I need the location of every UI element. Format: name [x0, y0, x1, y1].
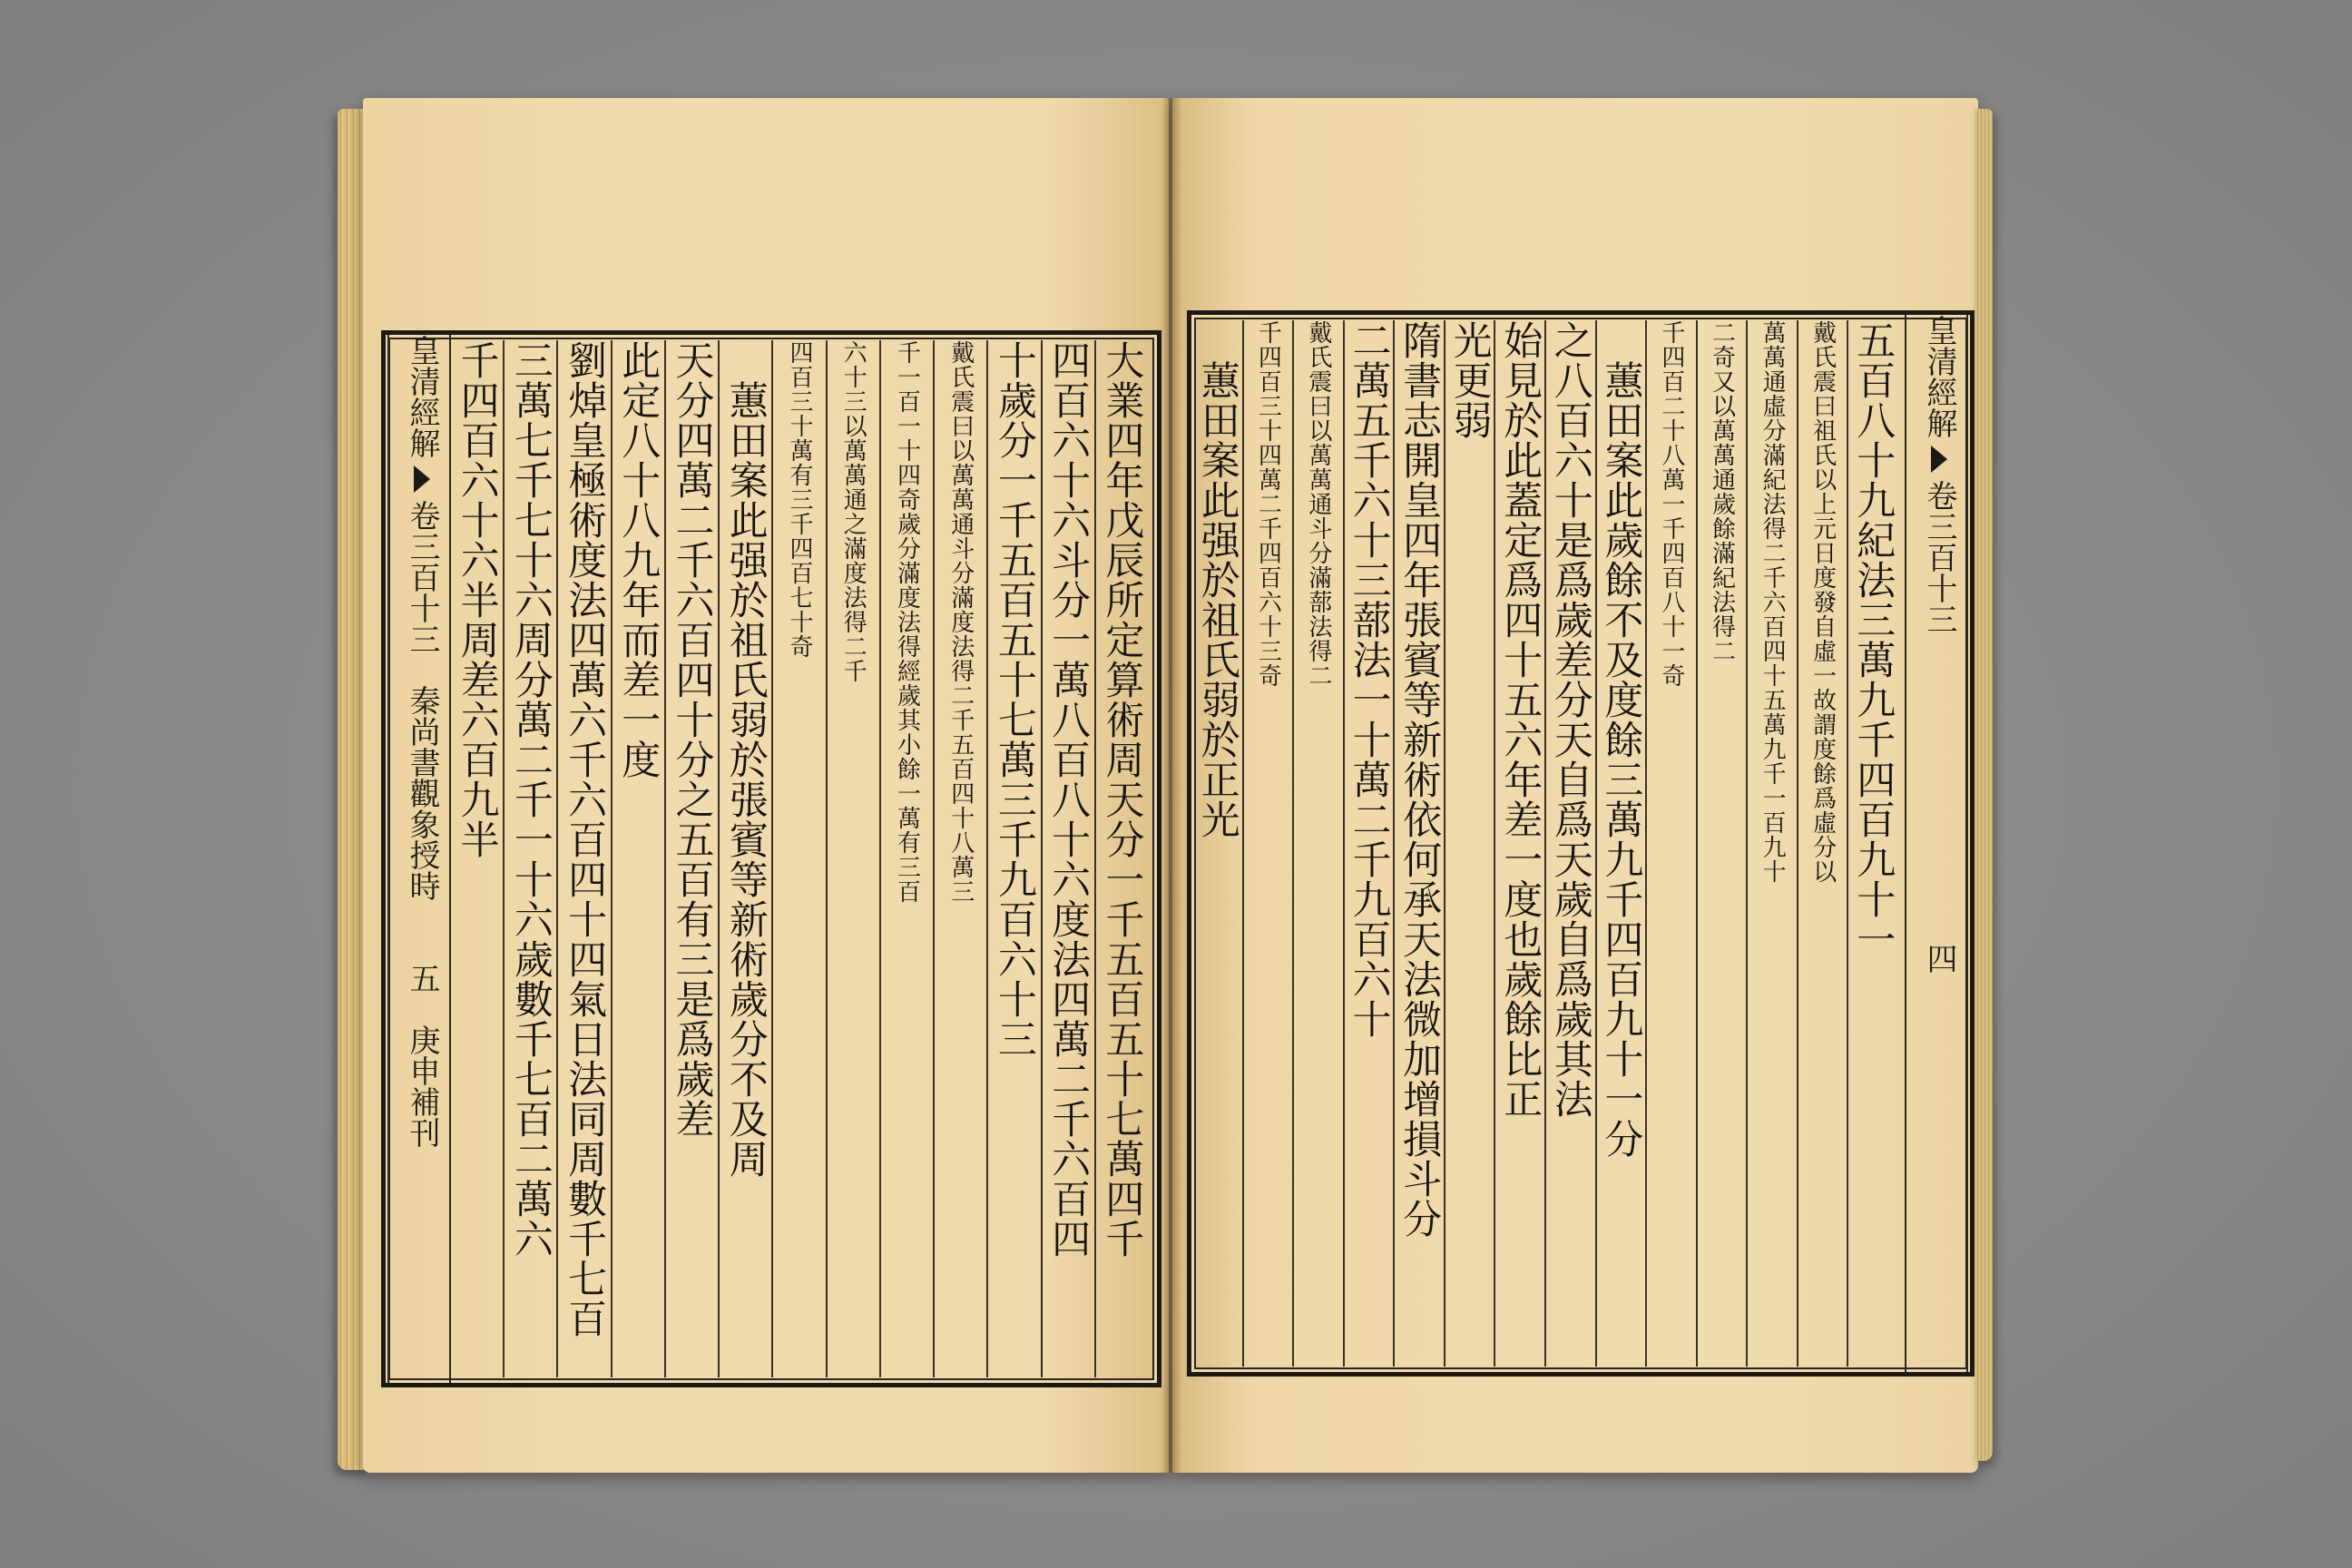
text-column: 戴氏震曰以萬萬通斗分滿度法得二千五百四十八萬三 [946, 340, 975, 904]
right-page-margin [1905, 315, 1968, 1372]
text-column: 二奇又以萬萬通歲餘滿紀法得二 [1708, 320, 1736, 663]
margin-title: 皇清經解 [1921, 315, 1957, 438]
text-column: 千四百六十六半周差六百九半 [454, 340, 500, 859]
text-column: 四百三十萬有三千四百七十奇 [786, 340, 813, 659]
column-rule [1696, 320, 1698, 1367]
text-column: 始見於此蓋定爲四十五六年差一度也歲餘比正 [1497, 320, 1544, 1119]
text-column: 五百八十九紀法三萬九千四百九十一 [1850, 320, 1896, 959]
text-column: 戴氏震曰以萬萬通斗分滿蔀法得二 [1304, 320, 1332, 688]
left-page-columns [449, 340, 1157, 1377]
text-column: 光更弱 [1446, 320, 1493, 440]
column-rule [879, 340, 881, 1377]
right-page-columns [1191, 320, 1906, 1367]
text-column: 此定八十八九年而差一度 [615, 340, 662, 779]
text-column: 二萬五千六十三蔀法一十萬二千九百六十 [1346, 320, 1392, 1039]
fish-tail-mark [414, 466, 430, 493]
margin-folio: 五 [404, 963, 440, 994]
text-column: 之八百六十是爲歲差分天自爲天歲自爲歲其法 [1547, 320, 1593, 1119]
text-column: 千一百一十四奇歲分滿度法得經歲其小餘一萬有三百 [893, 340, 921, 904]
margin-author: 秦尚書觀象授時 [404, 685, 440, 901]
column-rule [1797, 320, 1798, 1367]
text-column: 萬萬通虛分滿紀法得二千六百四十五萬九千一百九十 [1759, 320, 1787, 884]
text-column: 蕙田案此歲餘不及度餘三萬九千四百九十一分 [1598, 320, 1644, 1159]
column-rule [826, 340, 828, 1377]
left-page-margin [387, 335, 451, 1383]
text-column: 三萬七千七十六周分萬二千一十六歲數千七百二萬六 [507, 340, 554, 1259]
right-text-frame [1187, 310, 1975, 1377]
text-column: 蕙田案此强於祖氏弱於張賓等新術歲分不及周 [722, 340, 769, 1179]
text-column: 蕙田案此强於祖氏弱於正光 [1194, 320, 1240, 839]
column-rule [1292, 320, 1294, 1367]
text-column: 千四百三十四萬二千四百六十三奇 [1254, 320, 1282, 688]
text-column: 天分四萬二千六百四十分之五百有三是爲歲差 [669, 340, 715, 1139]
text-column: 千四百二十八萬一千四百八十一奇 [1657, 320, 1685, 688]
text-column: 大業四年戊辰所定算術周天分一千五百五十七萬四千 [1099, 340, 1145, 1259]
text-column: 戴氏震曰祖氏以上元日度發自虛一故謂度餘爲虛分以 [1808, 320, 1837, 884]
column-rule [933, 340, 935, 1377]
book-gutter [1161, 98, 1181, 1473]
text-column: 隋書志開皇四年張賓等新術依何承天法微加增損斗分 [1396, 320, 1443, 1239]
margin-publisher: 庚申補刊 [404, 1024, 440, 1148]
column-rule [1343, 320, 1345, 1367]
margin-title: 皇清經解 [404, 335, 440, 458]
margin-section: 卷三百十三 [404, 500, 440, 654]
margin-section: 卷三百十三 [1921, 480, 1957, 634]
text-column: 六十三以萬萬通之滿度法得二千 [839, 340, 867, 683]
text-column: 四百六十六斗分一萬八百八十六度法四萬二千六百四 [1045, 340, 1092, 1259]
text-column: 劉焯皇極術度法四萬六千六百四十四氣日法同周數千七百 [562, 340, 608, 1338]
column-rule [1847, 320, 1848, 1367]
margin-folio: 四 [1921, 943, 1957, 974]
text-column: 十歲分一千五百五十七萬三千九百六十三 [991, 340, 1037, 1059]
left-text-frame [381, 330, 1161, 1387]
column-rule [1746, 320, 1748, 1367]
column-rule [986, 340, 988, 1377]
fish-tail-mark [1931, 446, 1947, 473]
page-stack-right [1975, 109, 1993, 1461]
